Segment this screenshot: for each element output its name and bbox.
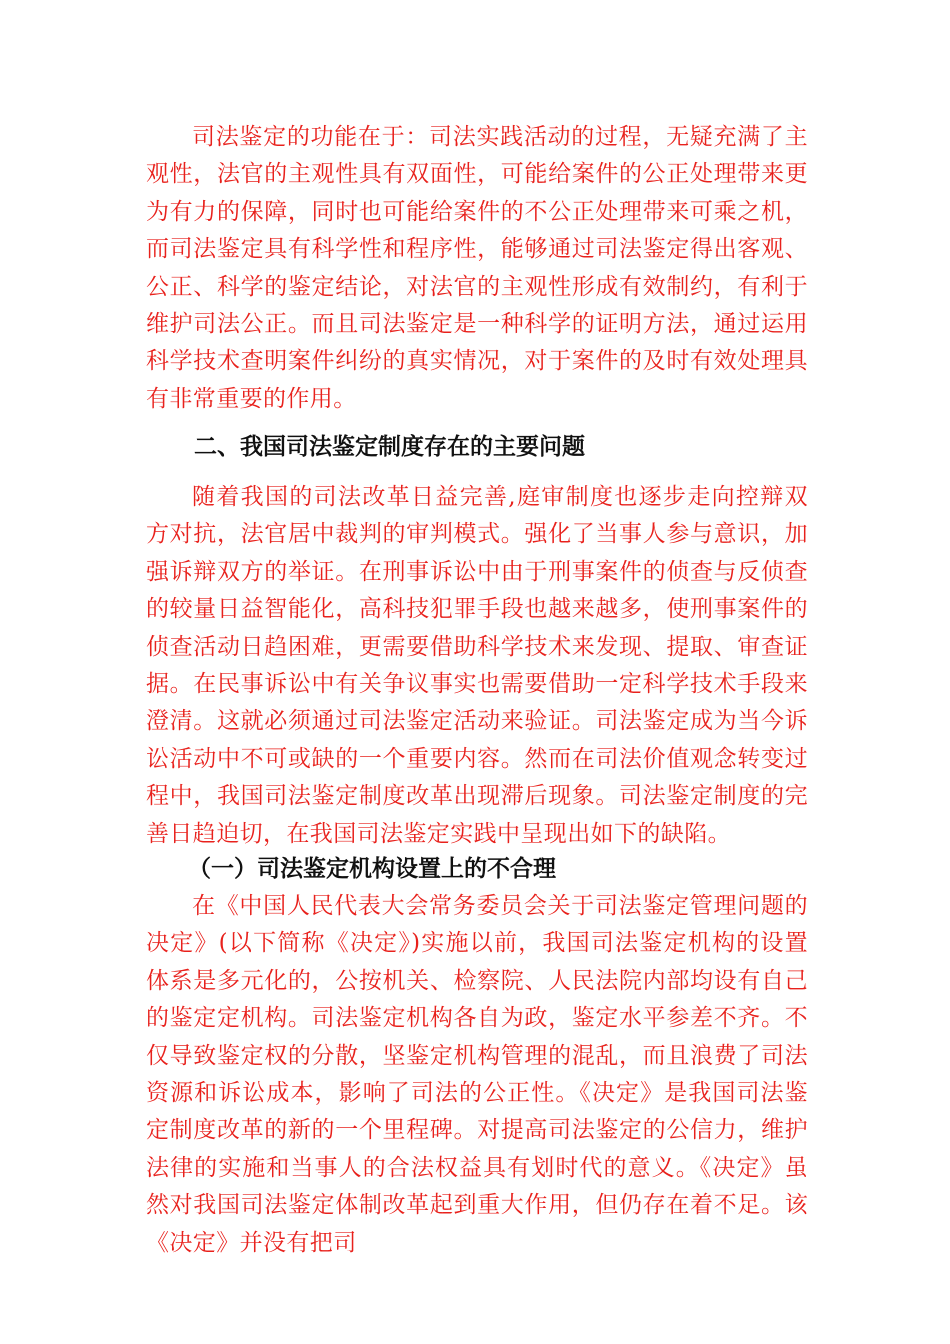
paragraph-decision-institutions: 在《中国人民代表大会常务委员会关于司法鉴定管理问题的决定》(以下简称《决定》)实施以前，我国司法鉴定机构的设置体系是多元化的，公按机关、检察院、人民法院内部均设有自己的鉴定定机构。司法鉴定机构各自为政，鉴定水平参差不齐。不仅导致鉴定权的分散，坚鉴定机构管理的混乱，而且浪费了司法资源和诉讼成本，影响了司法的公正性。《决定》是我国司法鉴定制度改革的新的一个里程碑。对提高司法鉴定的公信力，维护法律的实施和当事人的合法权益具有划时代的意义。《决定》虽然对我国司法鉴定体制改革起到重大作用，但仍存在着不足。该《决定》并没有把司	[146, 893, 808, 1256]
subsection-heading-institution-setup: （一）司法鉴定机构设置上的不合理	[188, 856, 556, 882]
paragraph-judicial-appraisal-function: 司法鉴定的功能在于：司法实践活动的过程，无疑充满了主观性，法官的主观性具有双面性，可能给案件的公正处理带来更为有力的保障，同时也可能给案件的不公正处理带来可乘之机，而司法鉴定具有科学性和程序性，能够通过司法鉴定得出客观、公正、科学的鉴定结论，对法官的主观性形成有效制约，有利于维护司法公正。而且司法鉴定是一种科学的证明方法，通过运用科学技术查明案件纠纷的真实情况，对于案件的及时有效处理具有非常重要的作用。	[146, 124, 808, 412]
section-heading-main-problems: 二、我国司法鉴定制度存在的主要问题	[194, 434, 585, 460]
paragraph-judicial-reform: 随着我国的司法改革日益完善,庭审制度也逐步走向控辩双方对抗，法官居中裁判的审判模式。强化了当事人参与意识，加强诉辩双方的举证。在刑事诉讼中由于刑事案件的侦查与反侦查的较量日益智能化，高科技犯罪手段也越来越多，使刑事案件的侦查活动日趋困难，更需要借助科学技术来发现、提取、审查证据。在民事诉讼中有关争议事实也需要借助一定科学技术手段来澄清。这就必须通过司法鉴定活动来验证。司法鉴定成为当今诉讼活动中不可或缺的一个重要内容。然而在司法价值观念转变过程中，我国司法鉴定制度改革出现滞后现象。司法鉴定制度的完善日趋迫切，在我国司法鉴定实践中呈现出如下的缺陷。	[146, 484, 808, 847]
